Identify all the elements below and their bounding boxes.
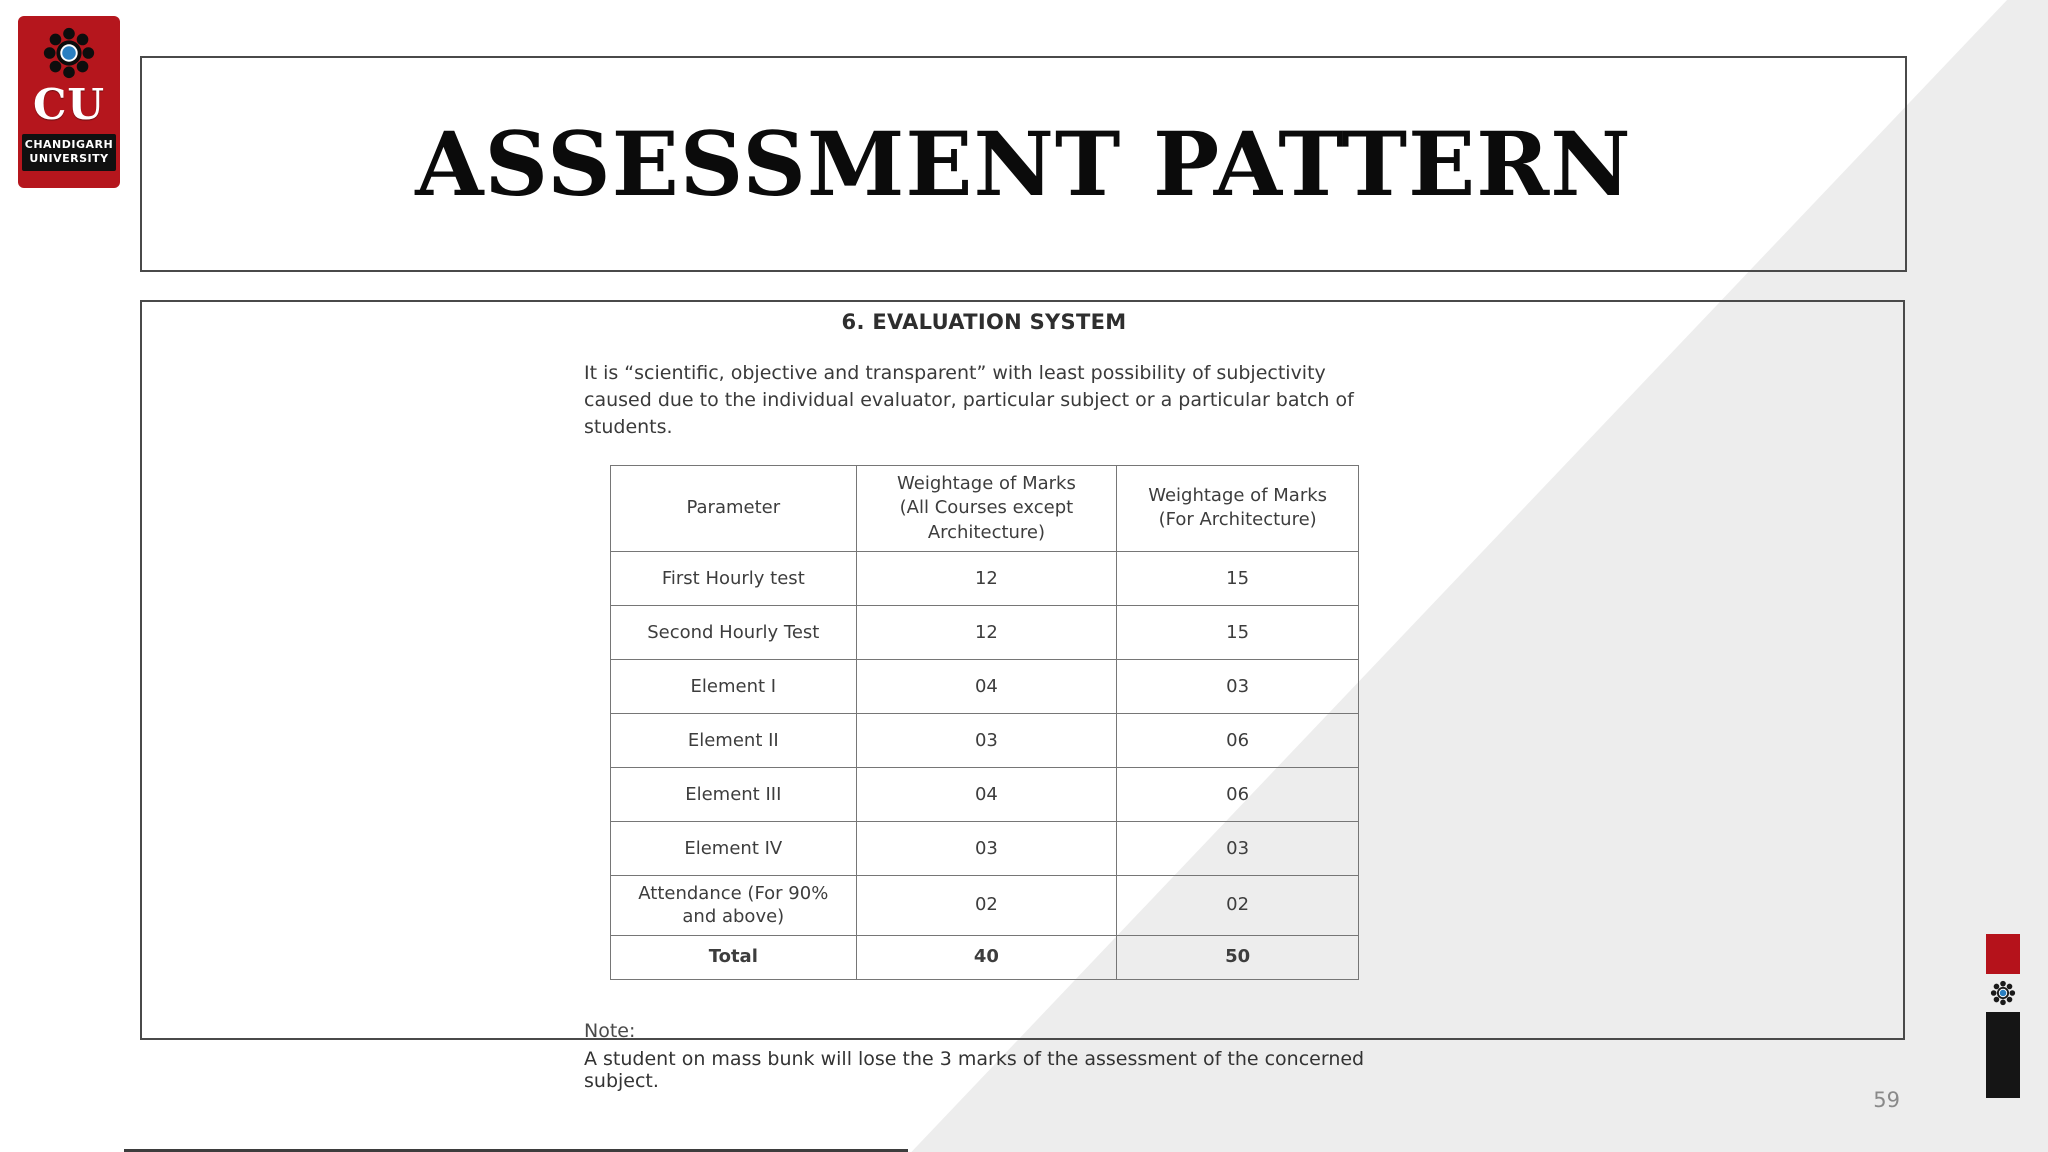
page-number: 59	[1873, 1088, 1900, 1112]
cell-parameter: Second Hourly Test	[611, 605, 857, 659]
table-total-row	[611, 935, 1359, 979]
table-row	[611, 767, 1359, 821]
table-row	[611, 659, 1359, 713]
col-header-parameter: Parameter	[611, 465, 857, 551]
cell-parameter: Element III	[611, 767, 857, 821]
cell-parameter: Element II	[611, 713, 857, 767]
page-title: ASSESSMENT PATTERN	[415, 112, 1632, 216]
red-square-mark	[1986, 934, 2020, 974]
cell-weightage-all: 03	[856, 821, 1117, 875]
cell-weightage-all: 03	[856, 713, 1117, 767]
cell-weightage-arch: 15	[1117, 551, 1359, 605]
logo-band	[22, 134, 116, 171]
cell-weightage-arch: 06	[1117, 713, 1359, 767]
cell-parameter: Attendance (For 90% and above)	[611, 875, 857, 935]
cell-weightage-arch: 03	[1117, 659, 1359, 713]
cell-total-arch: 50	[1117, 935, 1359, 979]
university-logo	[18, 16, 120, 188]
note-label: Note:	[584, 1019, 636, 1042]
table-header-row	[611, 465, 1359, 551]
cell-parameter: First Hourly test	[611, 551, 857, 605]
table-row	[611, 551, 1359, 605]
table-row	[611, 605, 1359, 659]
content-box	[140, 300, 1905, 1092]
table-row	[611, 875, 1359, 935]
section-heading: 6. EVALUATION SYSTEM	[841, 310, 1127, 334]
cell-total-label: Total	[611, 935, 857, 979]
small-gear-icon	[1987, 974, 2019, 1012]
title-box	[140, 56, 1907, 272]
cell-weightage-all: 04	[856, 767, 1117, 821]
university-gear-icon	[40, 24, 98, 82]
cell-total-all: 40	[856, 935, 1117, 979]
evaluation-table	[610, 465, 1359, 980]
cell-weightage-all: 12	[856, 551, 1117, 605]
cell-weightage-arch: 06	[1117, 767, 1359, 821]
side-marks	[1985, 934, 2021, 1098]
col-header-weightage-all-courses: Weightage of Marks (All Courses except Architecture)	[856, 465, 1117, 551]
logo-abbr: CU	[32, 80, 106, 129]
cell-weightage-arch: 15	[1117, 605, 1359, 659]
cell-weightage-arch: 03	[1117, 821, 1359, 875]
intro-paragraph: It is “scientific, objective and transparent” with least possibility of subjectivity caused due to the individual evaluator, particular subject or a particular batch of students.	[584, 362, 1354, 438]
col-header-weightage-architecture: Weightage of Marks (For Architecture)	[1117, 465, 1359, 551]
table-row	[611, 713, 1359, 767]
black-bar-mark	[1986, 1012, 2020, 1098]
logo-line2: UNIVERSITY	[29, 151, 109, 165]
table-row	[611, 821, 1359, 875]
logo-line1: CHANDIGARH	[24, 138, 114, 152]
cell-weightage-all: 12	[856, 605, 1117, 659]
cell-weightage-all: 04	[856, 659, 1117, 713]
note-text: A student on mass bunk will lose the 3 marks of the assessment of the concerned subject.	[584, 1047, 1365, 1092]
cell-weightage-arch: 02	[1117, 875, 1359, 935]
cell-parameter: Element IV	[611, 821, 857, 875]
cell-weightage-all: 02	[856, 875, 1117, 935]
document-content	[584, 310, 1384, 1092]
cell-parameter: Element I	[611, 659, 857, 713]
